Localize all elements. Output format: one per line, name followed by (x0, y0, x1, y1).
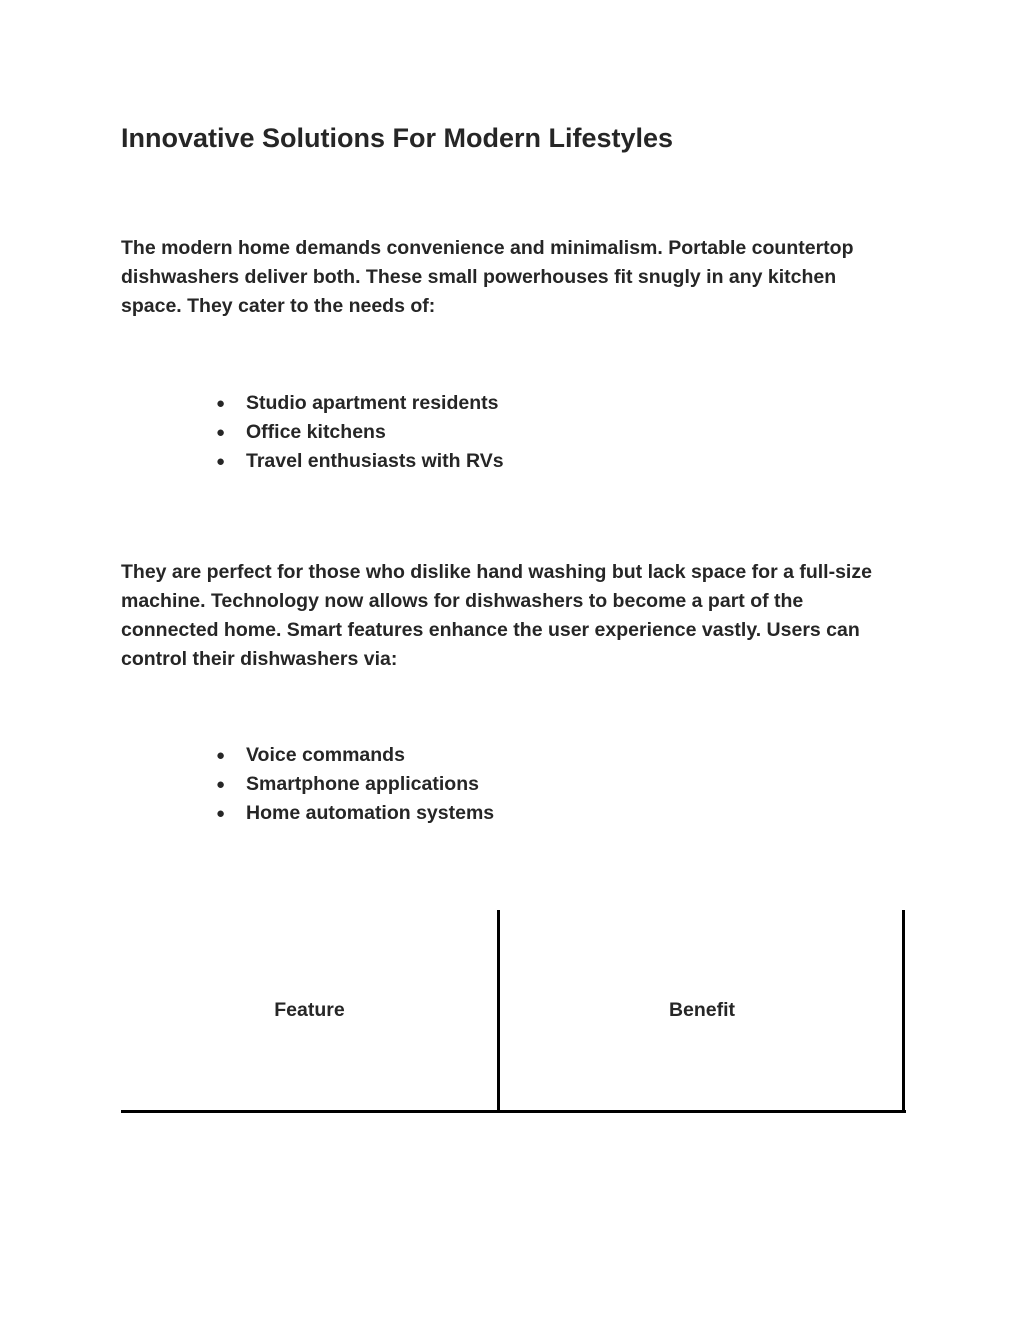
list-item-text: Studio apartment residents (246, 392, 499, 414)
smart-features-paragraph: They are perfect for those who dislike hand washing but lack space for a full-size machine. Technology now allows for dishwashers to become a part of the connected home. Smart features enhance the user experience vastly. Users can control their dishwashers via: (121, 561, 872, 670)
bullet-icon: ● (216, 776, 226, 793)
audience-list (216, 389, 504, 476)
table-bottom-border (121, 1110, 906, 1113)
bullet-icon: ● (216, 395, 226, 412)
list-item-text: Home automation systems (246, 802, 495, 824)
list-item (216, 741, 494, 770)
feature-benefit-table (121, 910, 906, 1113)
list-item-text: Voice commands (246, 744, 405, 766)
table-right-border (902, 910, 905, 1113)
intro-paragraph: The modern home demands convenience and minimalism. Portable countertop dishwashers deliver both. These small powerhouses fit snugly in any kitchen space. They cater to the needs of: (121, 237, 854, 317)
bullet-icon: ● (216, 747, 226, 764)
list-item-text: Travel enthusiasts with RVs (246, 450, 504, 472)
bullet-icon: ● (216, 424, 226, 441)
table-column-divider (497, 910, 500, 1113)
table-header-benefit: Benefit (668, 998, 736, 1021)
list-item-text: Smartphone applications (246, 773, 479, 795)
bullet-icon: ● (216, 805, 226, 822)
list-item (216, 447, 504, 476)
list-item-text: Office kitchens (246, 421, 386, 443)
page-title: Innovative Solutions For Modern Lifestyles (121, 123, 674, 153)
control-methods-list (216, 741, 494, 828)
list-item (216, 799, 494, 828)
list-item (216, 389, 504, 418)
bullet-icon: ● (216, 453, 226, 470)
list-item (216, 770, 494, 799)
list-item (216, 418, 504, 447)
table-header-feature: Feature (274, 998, 345, 1021)
